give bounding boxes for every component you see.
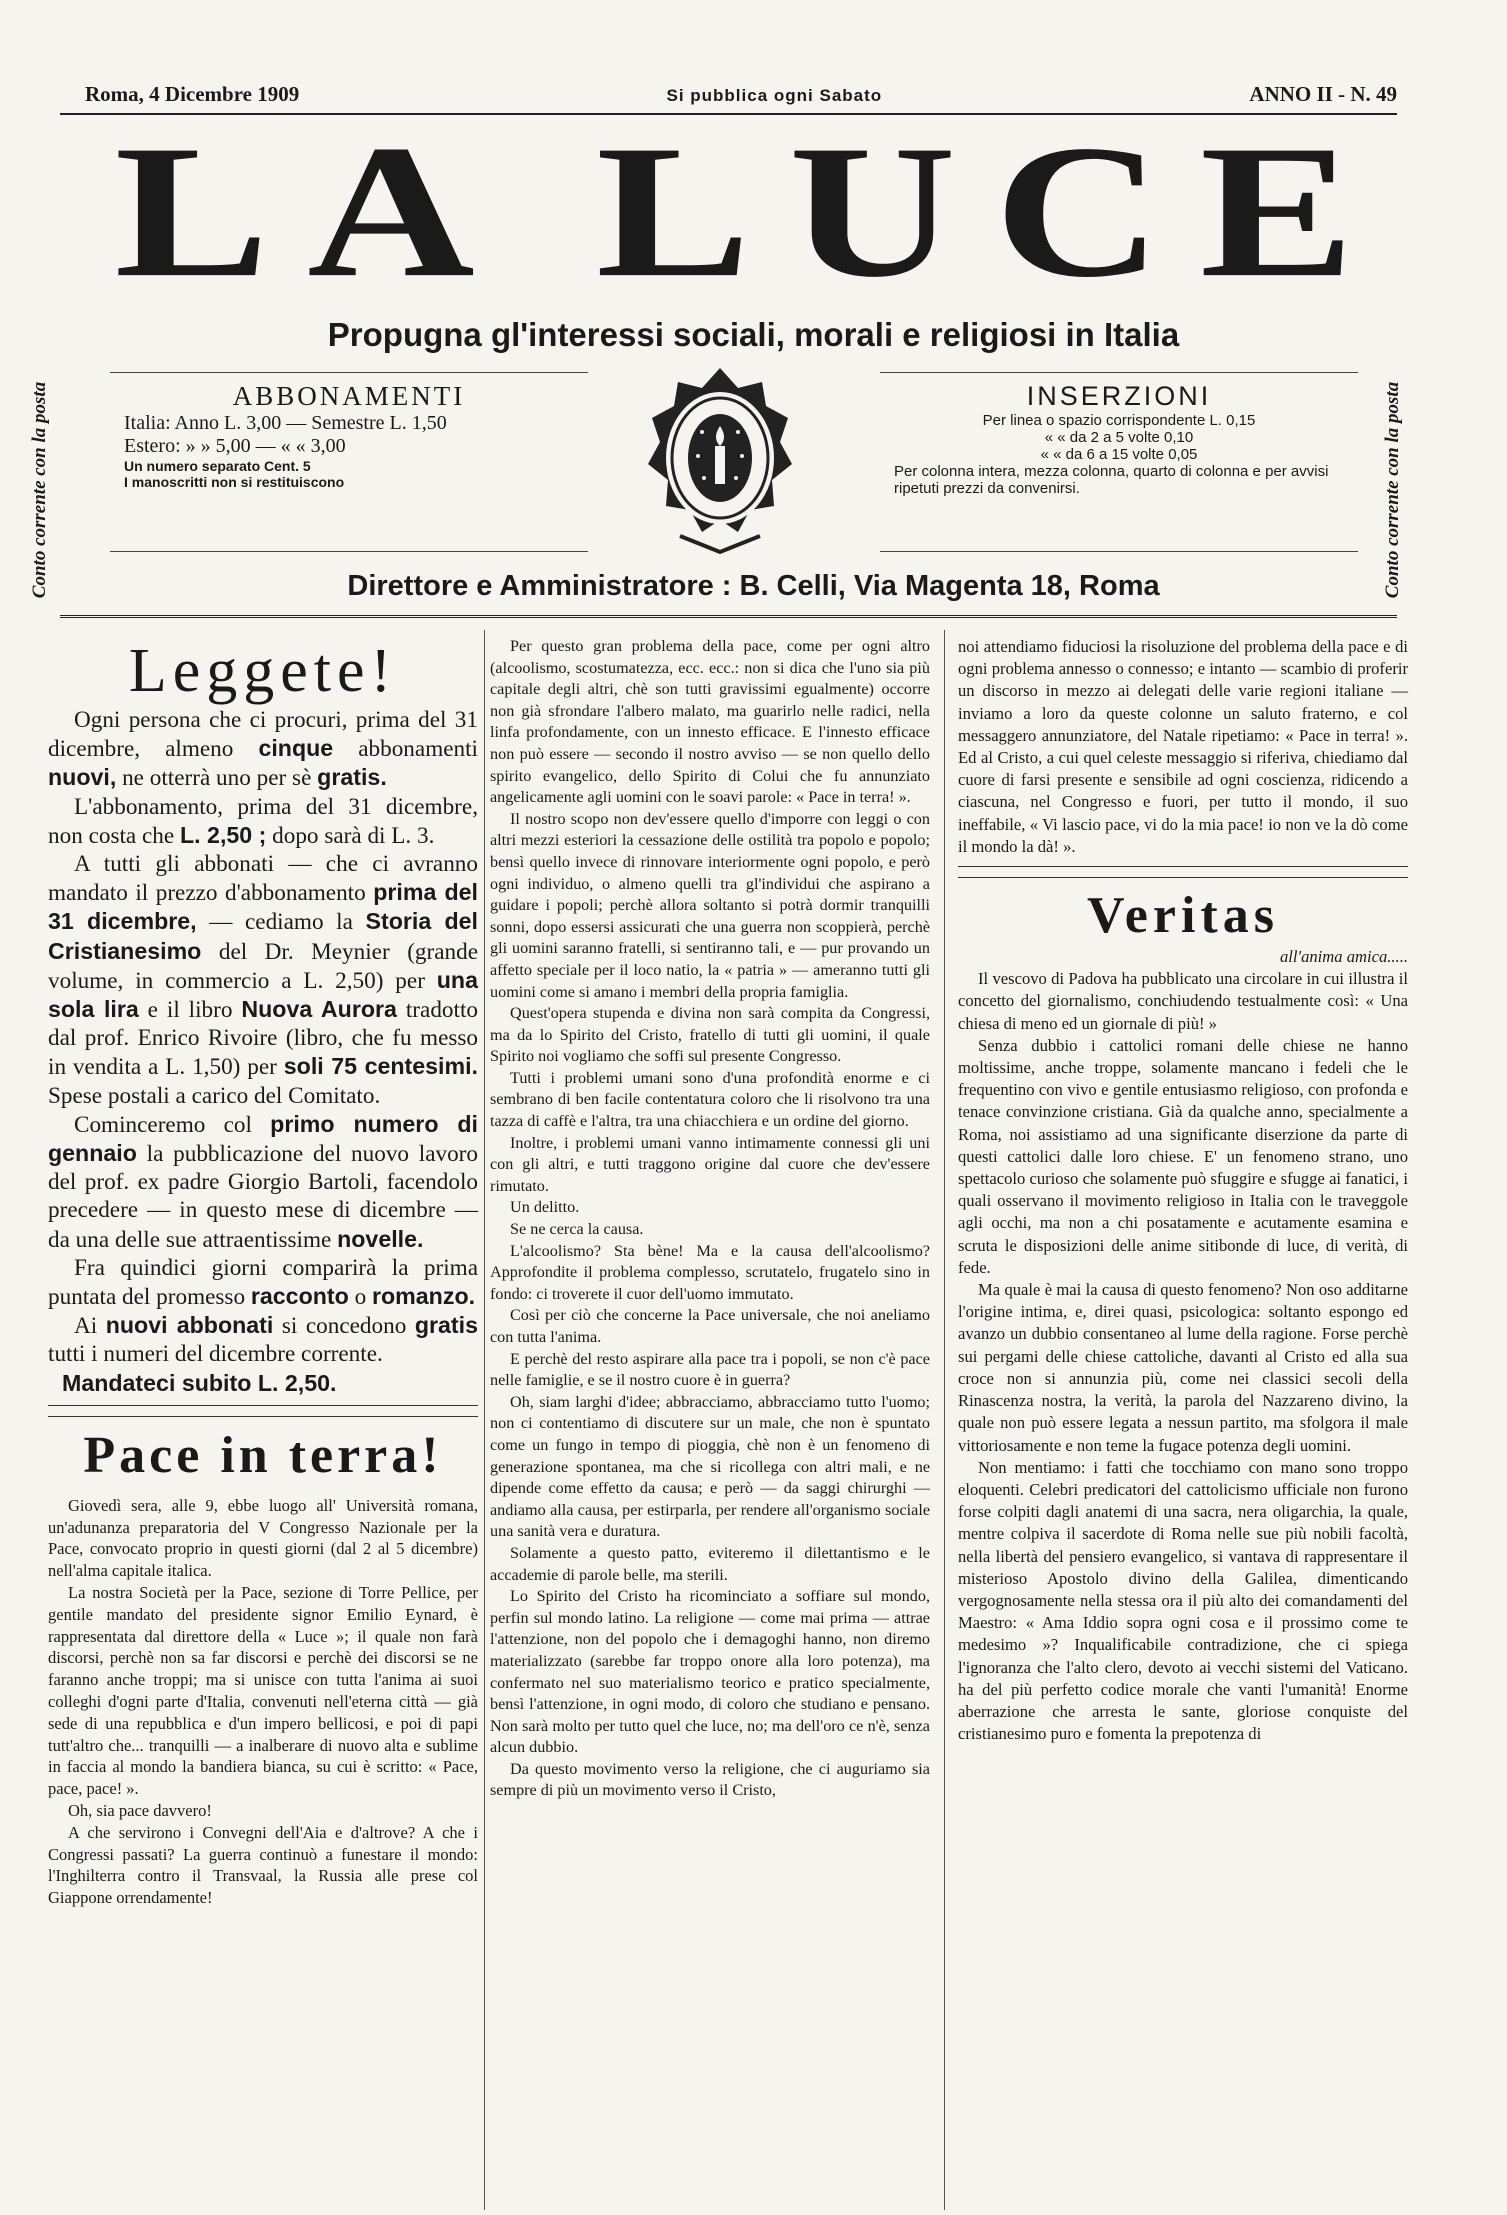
column-1 xyxy=(48,636,478,1909)
col2-paragraph-13: Lo Spirito del Cristo ha ricominciato a soffiare sul mondo, perfin sul mondo latino. La religione — come mai prima — attrae l'attenzione, non del popolo che i demagoghi hanno, non diremo materializzato (sarebbe far troppo onore alla loro potenza), ma confermato nel suo materialismo teorico e pratico specialmente, bensì l'attenzione, in ogni modo, di coloro che studiano e pensano. Non sarà molto per tutto quel che luce, no; ma dell'oro ce n'è, senza alcun dubbio. xyxy=(490,1587,930,1757)
column-divider-1 xyxy=(484,630,485,2210)
col2-paragraph-7: Se ne cerca la causa. xyxy=(510,1220,644,1239)
col3-paragraph-1: noi attendiamo fiduciosi la risoluzione del problema della pace e di ogni problema annesso o connesso; e intanto — scambio di proferir un discorso in mezzo ai delegati delle varie regioni italiane — inviamo a loro da queste colonne un saluto fraterno, e col messaggero annunziatore, del Natale ripetiamo: « Pace in terra! ». Ed al Cristo, a cui quel celeste messaggio si riferiva, chiediamo dal cuore di farsi presente e sensibile ad ogni coscienza, ridicendo a ciascuna, nel Congresso e fuori, per tutto il mondo, il suo ineffabile, « Vi lascio pace, vi do la mia pace! io non ve la dò come il mondo la dà! ». xyxy=(958,637,1408,856)
col2-paragraph-6: Un delitto. xyxy=(510,1198,580,1217)
col2-paragraph-12: Solamente a questo patto, eviteremo il dilettantismo e le accademie di parole belle, ma sterili. xyxy=(490,1543,930,1584)
insertions-note: Per colonna intera, mezza colonna, quarto di colonna e per avvisi ripetuti prezzi da convenirsi. xyxy=(894,463,1329,497)
leggete-paragraph-2: L'abbonamento, prima del 31 dicembre, non costa che L. 2,50 ; dopo sarà di L. 3. xyxy=(48,793,478,849)
column-3 xyxy=(958,636,1408,1745)
veritas-paragraph-1: Il vescovo di Padova ha pubblicato una circolare in cui illustra il concetto del giornalismo, conchiudendo testualmente così: « Una chiesa di meno ed un giornale di più! » xyxy=(958,969,1408,1033)
insertions-rate-2: « « da 2 a 5 volte 0,10 xyxy=(1044,429,1194,446)
issue-number: ANNO II - N. 49 xyxy=(1249,82,1397,106)
subscriptions-abroad: Estero: » » 5,00 — « « 3,00 xyxy=(124,435,346,457)
veritas-paragraph-2: Senza dubbio i cattolici romani delle chiese ne hanno moltissime, anche troppe, solamente mancano i fedeli che le frequentino con vivo e gentile entusiasmo religioso, con profonda e tenace convinzione cristiana. Già da qualche anno, specialmente a Roma, noi assistiamo ad una significante diserzione da parte di questi cattolici dalle loro chiese. E' un fenomeno strano, uno spettacolo curioso che solamente può sfuggire e sfugge ai fanatici, i quali osservano il movimento religioso in Italia con le traveggole agli occhi, ma non a chi posatamente e acutamente esamina e scruta le disposizioni delle anime sitibonde di luce, di verità, di fede. xyxy=(958,1035,1408,1277)
col2-paragraph-11: Oh, siam larghi d'idee; abbracciamo, abbracciamo tutto l'uomo; non ci contentiamo di discutere sur un male, che non è spuntato come un fungo in tempo di pioggia, chè non è un fenomeno di generazione spontanea, ma che si ricollega con altri mali, e ne dipende come effetto da causa; e però — da saggi chirurghi — andiamo alla causa, per estirparla, per rendere all'organismo sociale una sanità vera e duratura. xyxy=(490,1392,930,1541)
leggete-paragraph-1: Ogni persona che ci procuri, prima del 31 dicembre, almeno cinque abbonamenti nuovi, ne otterrà uno per sè gratis. xyxy=(48,707,478,792)
pace-title: Pace in terra! xyxy=(83,1426,443,1484)
emblem-logo xyxy=(640,360,800,560)
insertions-heading: INSERZIONI xyxy=(1026,381,1212,411)
section-divider xyxy=(958,866,1408,878)
insertions-rate-1: Per linea o spazio corrispondente L. 0,15 xyxy=(982,412,1256,429)
subscriptions-manuscripts-note: I manoscritti non si restituiscono xyxy=(124,474,345,490)
subscriptions-box xyxy=(110,372,588,552)
subscriptions-italy: Italia: Anno L. 3,00 — Semestre L. 1,50 xyxy=(124,412,447,434)
subscriptions-heading: ABBONAMENTI xyxy=(232,381,466,411)
veritas-paragraph-3: Ma quale è mai la causa di questo fenomeno? Non oso additarne l'origine intima, e, direi quasi, psicologica: soltanto espongo ed avanzo un dubbio consentaneo al lume della ragione. Forse perchè sui pergami delle chiese cattoliche, davanti al Cristo ed alla sua croce non si annunzia più, come nei classici secoli della Rinascenza nostra, la verità, la parola del Nazzareno divino, la quale non può essere legata a nessun partito, ma sfolgora il male vittoriosamente e non teme la fugace potenza degli uomini. xyxy=(958,1280,1408,1455)
sidebar-right-note: Conto corrente con la posta xyxy=(1382,381,1403,599)
insertions-box xyxy=(880,372,1358,552)
leggete-paragraph-7: Mandateci subito L. 2,50. xyxy=(62,1369,337,1396)
pace-paragraph-1: Giovedì sera, alle 9, ebbe luogo all' Università romana, un'adunanza preparatoria del V Congresso Nazionale per la Pace, convocato proprio in questi giorni (dal 2 al 5 dicembre) nell'alma capitale italica. xyxy=(48,1495,478,1581)
col2-paragraph-10: E perchè del resto aspirare alla pace tra i popoli, se non c'è pace nelle famiglie, e se il nostro cuore è in guerra? xyxy=(490,1349,930,1390)
column-divider-2 xyxy=(944,630,945,2210)
masthead-motto: Propugna gl'interessi sociali, morali e religiosi in Italia xyxy=(327,316,1180,353)
insertions-rate-3: « « da 6 a 15 volte 0,05 xyxy=(1040,446,1198,463)
col2-paragraph-8: L'alcoolismo? Sta bène! Ma e la causa dell'alcoolismo? Approfondite il problema complesso, scrutatelo, frugatelo sino in fondo: ci troverete il cuor dell'uomo immutato. xyxy=(490,1241,930,1303)
veritas-paragraph-4: Non mentiamo: i fatti che tocchiamo con mano sono troppo eloquenti. Celebri predicatori del cattolicismo ufficiale non furono forse colpiti dagli anatemi di una sacra, nera oligarchia, la quale, mentre colpiva il sacerdote di Roma nelle sue più nobili facoltà, nella libertà del pensiero evangelico, si vantava di rappresentare il misterioso Apostolo divino della Galilea, dimenticando vergognosamente nella stessa ora il più alto dei comandamenti del Maestro: « Ama Iddio sopra ogni cosa e il prossimo come te medesimo »? Inqualificabile contradizione, che ci spiega l'ignoranza che l'alto clero, devoto ai vecchi sistemi del Vaticano. ha del più perfetto codice morale che vanti l'umanità! Enorme aberrazione che arresta le sante, gloriose conquiste del cristianesimo puro e fomenta la prepotenza di xyxy=(958,1457,1408,1744)
veritas-subtitle: all'anima amica..... xyxy=(1280,947,1408,967)
pace-paragraph-3: Oh, sia pace davvero! xyxy=(68,1801,212,1821)
masthead-bottom-rule xyxy=(60,615,1397,621)
masthead-title: LA LUCE xyxy=(114,106,1393,317)
leggete-paragraph-3: A tutti gli abbonati — che ci avranno mandato il prezzo d'abbonamento prima del 31 dicembre, — cediamo la Storia del Cristianesimo del Dr. Meynier (grande volume, in commercio a L. 2,50) per una sola lira e il libro Nuova Aurora tradotto dal prof. Enrico Rivoire (libro, che fu messo in vendita a L. 1,50) per soli 75 centesimi. Spese postali a carico del Comitato. xyxy=(48,851,478,1109)
pace-paragraph-2: La nostra Società per la Pace, sezione di Torre Pellice, per gentile mandato del presidente signor Emilio Eynard, è rappresentata dal direttore della « Luce »; il quale non farà discorsi, perchè non sa far discorsi e perchè dei discorsi se ne faranno anche troppi; ma si unisce con tutta l'anima ai suoi colleghi d'ogni parte d'Italia, convenuti nell'eterna città — già sede di una repubblica e d'un impero bellicosi, e poi di papi tutt'altro che... tranquilli — a inalberare di nuovo alta e sublime in faccia al mondo la bandiera bianca, su cui è scritto: « Pace, pace, pace! ». xyxy=(48,1583,478,1799)
issue-date: Roma, 4 Dicembre 1909 xyxy=(85,82,300,106)
pace-paragraph-4: A che servirono i Convegni dell'Aia e d'altrove? A che i Congressi passati? La guerra continuò a funestare il mondo: l'Inghilterra contro il Transvaal, la Russia alle prese col Giappone orrendamente! xyxy=(48,1822,478,1908)
leggete-paragraph-6: Ai nuovi abbonati si concedono gratis tutti i numeri del dicembre corrente. xyxy=(48,1312,478,1368)
header-line xyxy=(85,82,1397,107)
col2-paragraph-4: Tutti i problemi umani sono d'una profondità enorme e ci sembrano di ben facile contentatura coloro che li risolvono tra una tazza di caffè e l'altra, tra una chiacchiera e un ordine del giorno. xyxy=(490,1068,930,1131)
column-2 xyxy=(490,636,930,1802)
subscriptions-single-copy: Un numero separato Cent. 5 xyxy=(124,458,311,474)
col2-paragraph-5: Inoltre, i problemi umani vanno intimamente connessi gli uni con gli altri, e tutti traggono origine dal cuore che dev'essere rimutato. xyxy=(490,1133,930,1195)
col2-paragraph-14: Da questo movimento verso la religione, che ci auguriamo sia sempre di più un movimento verso il Cristo, xyxy=(490,1759,930,1800)
col2-paragraph-2: Il nostro scopo non dev'essere quello d'imporre con leggi o con altri mezzi esteriori la cessazione delle ostilità tra popolo e popolo; bensì quello invece di rinnovare interiormente ogni popolo, e però ogni individuo, o almeno quelli tra gl'individui che aspirano a guidare i popoli; perchè allora soltanto si potrà dormir tranquilli sonni, dopo essersi assicurati che una guerra non scoppierà, perchè gli uomini saranno fratelli, si sentiranno tali, e — pur provando un affetto speciale per il loco natio, la « patria » — ameranno tutti gli uomini come si amano i membri della propria famiglia. xyxy=(490,809,930,1001)
col2-paragraph-3: Quest'opera stupenda e divina non sarà compita da Congressi, ma da lo Spirito del Cristo, fratello di tutti gli uomini, il quale Spirito noi vogliamo che soffi sul presente Congresso. xyxy=(490,1004,930,1066)
publication-frequency: Si pubblica ogni Sabato xyxy=(666,86,883,105)
sidebar-left-note: Conto corrente con la posta xyxy=(29,381,50,599)
leggete-title: Leggete! xyxy=(128,637,398,705)
leggete-paragraph-4: Cominceremo col primo numero di gennaio la pubblicazione del nuovo lavoro del prof. ex padre Giorgio Bartoli, facendolo precedere — in questo mese di dicembre — da una delle sue attraentissime novelle. xyxy=(48,1110,478,1253)
director-line: Direttore e Amministratore : B. Celli, Via Magenta 18, Roma xyxy=(347,570,1160,602)
section-divider xyxy=(48,1405,478,1417)
col2-paragraph-9: Così per ciò che concerne la Pace universale, che noi aneliamo con tutta l'anima. xyxy=(490,1306,930,1346)
veritas-title: Veritas xyxy=(1087,887,1279,945)
leggete-paragraph-5: Fra quindici giorni comparirà la prima puntata del promesso racconto o romanzo. xyxy=(48,1254,478,1311)
col2-paragraph-1: Per questo gran problema della pace, come per ogni altro (alcoolismo, scostumatezza, ecc. ecc.: non si dica che l'uno sia più capitale degli altri, chè son tutti gravissimi egualmente) occorre non già sfrondare l'albero malato, ma guarirlo nelle radici, nella linfa profondamente, con un innesto efficace. E l'innesto efficace non può essere — secondo il nostro avviso — se non quello dello spirito evangelico, dello Spirito di Colui che fu annunziato angelicamente agli uomini con le soavi parole: « Pace in terra! ». xyxy=(490,637,930,807)
